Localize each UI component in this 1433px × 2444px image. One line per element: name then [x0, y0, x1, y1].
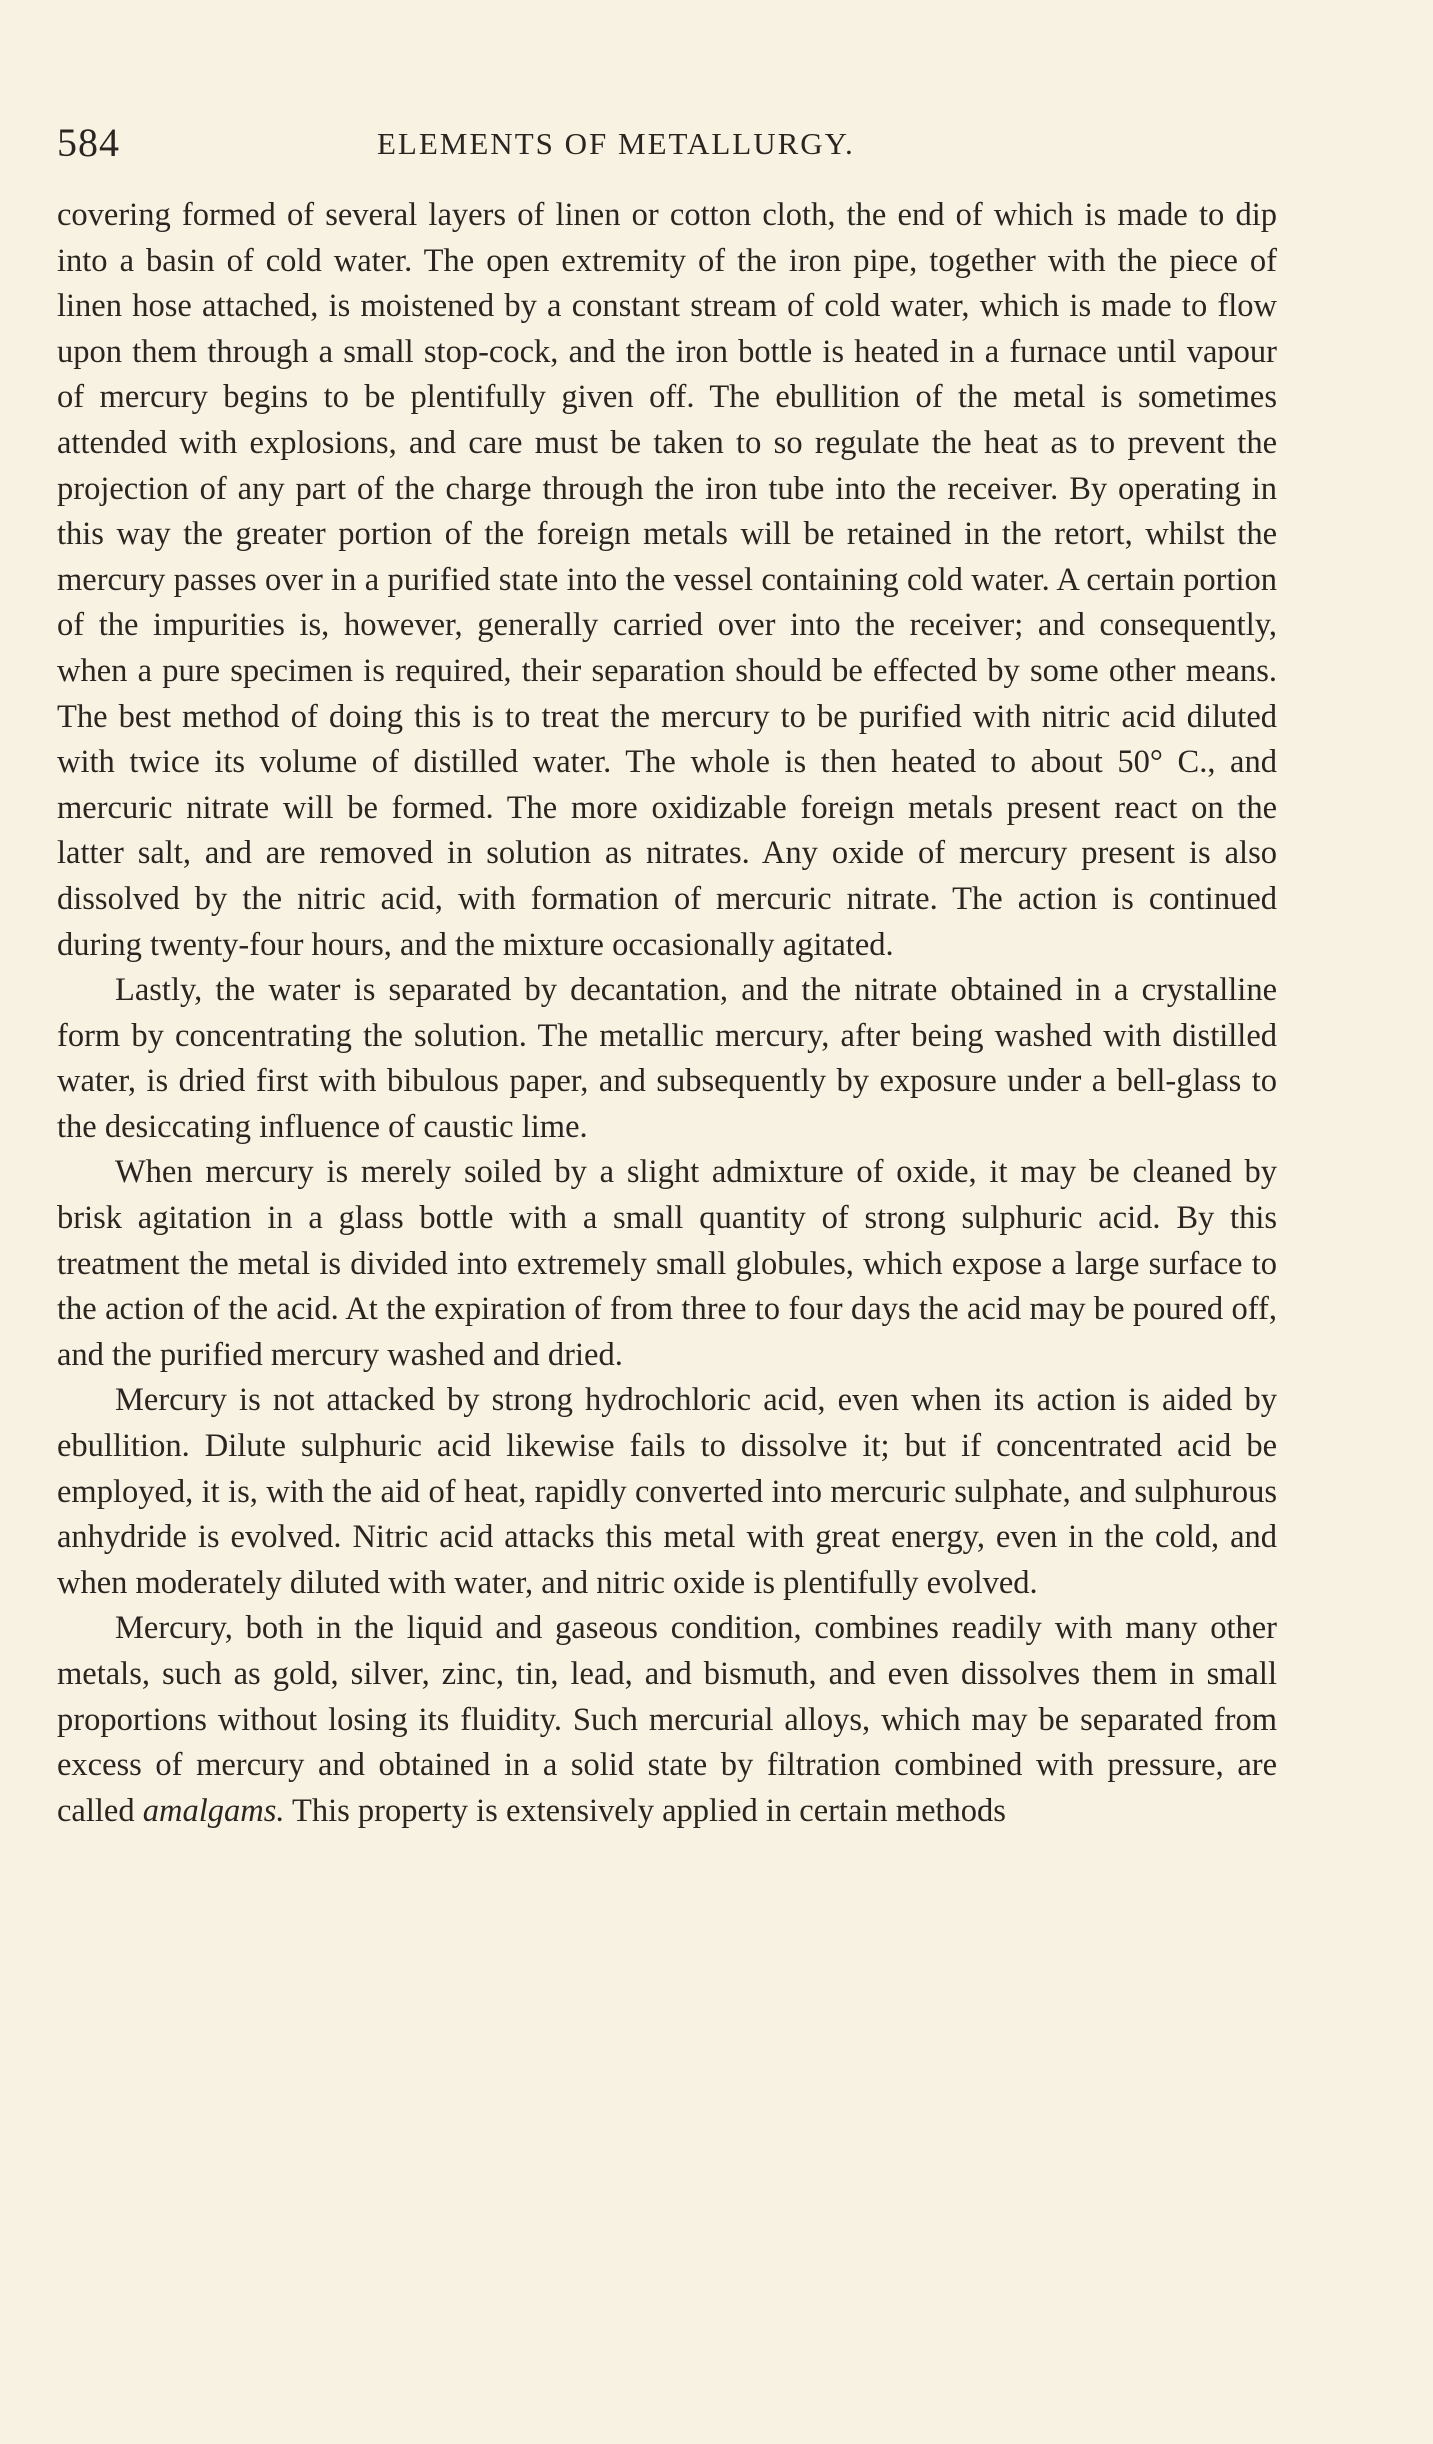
paragraph-4: Mercury is not attacked by strong hydrochloric acid, even when its action is aided by ebullition. Dilute sulphuric acid likewise fails to dissolve it; but if concentrated acid be employed, it is, with the aid of heat, rapidly converted into mercuric sulphate, and sulphurous anhydride is evolved. Nitric acid attacks this metal with great energy, even in the cold, and when moderately diluted with water, and nitric oxide is plentifully evolved. — [57, 1382, 1277, 1601]
paragraph-2: Lastly, the water is separated by decantation, and the nitrate obtained in a crystalline form by concentrating the solution. The metallic mercury, after being washed with distilled water, is dried first with bibulous paper, and subsequently by exposure under a bell-glass to the desiccating influence of caustic lime. — [57, 972, 1277, 1145]
amalgams-term: amalgams. — [142, 1792, 285, 1829]
page-number: 584 — [57, 120, 120, 165]
paragraph-5-text-before: Mercury, both in the liquid and gaseous condition, combines readily with many other metals, such as gold, silver, zinc, tin, lead, and bismuth, and even dissolves them in small proportions without losing its fluidity. Such mercurial alloys, which may be separated from excess of mercury and obtained in a solid state by filtration combined with pressure, are called — [57, 1610, 1277, 1829]
paragraph-5-text-after: This property is extensively applied in certain methods — [284, 1792, 1006, 1829]
running-head: ELEMENTS OF METALLURGY. — [377, 126, 855, 161]
page-header — [57, 120, 1277, 170]
paragraph-1: covering formed of several layers of linen or cotton cloth, the end of which is made to dip into a basin of cold water. The open extremity of the iron pipe, together with the piece of linen hose attached, is moistened by a constant stream of cold water, which is made to flow upon them through a small stop-cock, and the iron bottle is heated in a furnace until vapour of mercury begins to be plentifully given off. The ebullition of the metal is sometimes attended with explosions, and care must be taken to so regulate the heat as to prevent the projection of any part of the charge through the iron tube into the receiver. By operating in this way the greater portion of the foreign metals will be retained in the retort, whilst the mercury passes over in a purified state into the vessel containing cold water. A certain portion of the impurities is, however, generally carried over into the receiver; and consequently, when a pure specimen is required, their separation should be effected by some other means. The best method of doing this is to treat the mercury to be purified with nitric acid diluted with twice its volume of distilled water. The whole is then heated to about 50° C., and mercuric nitrate will be formed. The more oxidizable foreign metals present react on the latter salt, and are removed in solution as nitrates. Any oxide of mercury present is also dissolved by the nitric acid, with formation of mercuric nitrate. The action is continued during twenty-four hours, and the mixture occasionally agitated. — [57, 197, 1277, 963]
paragraph-3: When mercury is merely soiled by a slight admixture of oxide, it may be cleaned by brisk agitation in a glass bottle with a small quantity of strong sulphuric acid. By this treatment the metal is divided into extremely small globules, which expose a large surface to the action of the acid. At the expiration of from three to four days the acid may be poured off, and the purified mercury washed and dried. — [57, 1154, 1277, 1373]
paragraph-5 — [57, 1606, 1277, 1834]
body-text — [57, 193, 1277, 1834]
